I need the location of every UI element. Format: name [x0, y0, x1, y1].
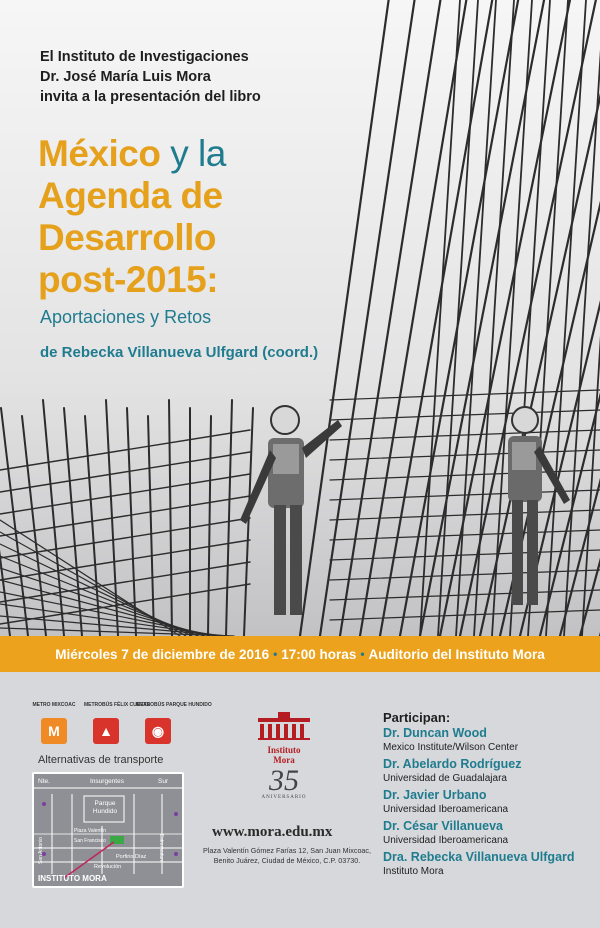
map-footer-label: INSTITUTO MORA [38, 874, 107, 883]
book-title [38, 133, 368, 301]
map-street-label: Nte. [38, 778, 50, 785]
station-metrobus-felix-cuevas [84, 702, 151, 744]
separator-dot: • [360, 647, 365, 661]
participant-item [383, 726, 593, 754]
map-street-label: Insurgentes [90, 778, 124, 785]
location-map [32, 772, 184, 888]
map-park-label: Parque Hundido [92, 800, 118, 815]
participant-institution: Universidad de Guadalajara [383, 773, 507, 784]
participant-name: Dra. Rebecka Villanueva Ulfgard [383, 850, 575, 864]
station-name: METRO MIXCOAC [32, 702, 76, 708]
logo-anniversary-number: 35 [269, 764, 299, 797]
participant-institution: Mexico Institute/Wilson Center [383, 742, 519, 753]
station-name: METROBÚS FÉLIX CUEVAS [84, 702, 151, 708]
station-metro-mixcoac [32, 702, 76, 744]
transport-section [32, 702, 212, 766]
book-author: de Rebecka Villanueva Ulfgard (coord.) [40, 344, 319, 361]
map-street-label: San Francisco [74, 838, 106, 844]
participant-name: Dr. Javier Urbano [383, 788, 487, 802]
metrobus-icon: ▲ [93, 718, 119, 744]
map-street-label: Sur [158, 778, 169, 785]
participants-heading: Participan: [383, 710, 451, 725]
participant-institution: Instituto Mora [383, 866, 444, 877]
address-text: Plaza Valentín Gómez Farías 12, San Juan Mixcoac, Benito Juárez, Ciudad de México, C.P. 03730. [202, 846, 372, 865]
intro-line: Dr. José María Luis Mora [40, 69, 211, 85]
event-place: Auditorio del Instituto Mora [368, 646, 545, 662]
footer-section [0, 672, 600, 928]
logo-line: Instituto [267, 745, 301, 755]
intro-text [40, 47, 340, 107]
map-street-label: Porfirio Díaz [116, 854, 147, 860]
participant-name: Dr. Abelardo Rodríguez [383, 757, 522, 771]
title-line: post-2015: [38, 259, 219, 300]
map-streets [34, 774, 184, 888]
map-street-label: Revolución [94, 864, 122, 870]
logo-anniversary-text: ANIVERSARIO [261, 795, 307, 800]
intro-line: invita a la presentación del libro [40, 89, 261, 105]
book-subtitle: Aportaciones y Retos [40, 307, 212, 327]
event-band [0, 636, 600, 672]
title-word-y-la: y la [160, 133, 226, 174]
metrobus-icon: ◉ [145, 718, 171, 744]
participant-institution: Universidad Iberoamericana [383, 804, 509, 815]
metro-icon: M [41, 718, 67, 744]
website-link[interactable]: www.mora.edu.mx [212, 824, 333, 840]
participants-section [383, 710, 593, 881]
station-list [32, 702, 212, 744]
transport-label: Alternativas de transporte [38, 754, 164, 766]
participant-name: Dr. César Villanueva [383, 819, 503, 833]
participant-item [383, 819, 593, 847]
station-name: METROBÚS PARQUE HUNDIDO [136, 702, 212, 708]
participant-name: Dr. Duncan Wood [383, 726, 487, 740]
map-street-label: Plaza Valentín [74, 828, 106, 834]
logo-line: Mora [273, 755, 295, 765]
event-date: Miércoles 7 de diciembre de 2016 [55, 646, 270, 662]
instituto-mora-logo [252, 712, 316, 800]
station-metrobus-parque-hundido [136, 702, 212, 744]
participant-item [383, 788, 593, 816]
title-line: Agenda de [38, 175, 223, 216]
participant-item [383, 757, 593, 785]
title-line: Desarrollo [38, 217, 217, 258]
title-word-mexico: México [38, 133, 161, 174]
participant-institution: Universidad Iberoamericana [383, 835, 509, 846]
intro-line: El Instituto de Investigaciones [40, 49, 249, 65]
separator-dot: • [273, 647, 278, 661]
event-time: 17:00 horas [281, 646, 357, 662]
participant-item [383, 850, 593, 878]
map-street-label: Extremadura [158, 834, 164, 863]
building-icon [256, 712, 312, 740]
map-street-label: San Antonio [38, 837, 44, 864]
